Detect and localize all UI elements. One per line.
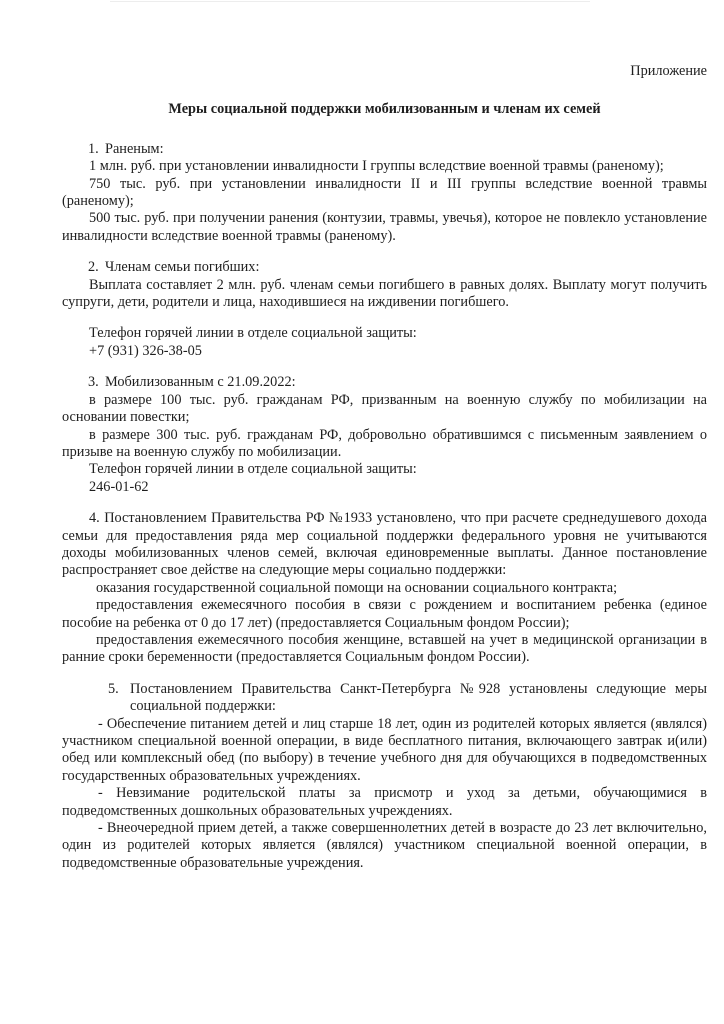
section-2-label: Членам семьи погибших:	[105, 259, 260, 276]
section-1-paragraph: 1 млн. руб. при установлении инвалидности I группы вследствие военной травмы (раненому);	[89, 158, 664, 175]
spacer	[62, 496, 707, 510]
section-1-number: 1.	[88, 140, 99, 157]
hotline-label: Телефон горячей линии в отделе социальной защиты:	[89, 325, 417, 342]
section-1-paragraph: 750 тыс. руб. при установлении инвалидности II и III группы вследствие военной травмы (раненому);	[62, 175, 707, 210]
section-4-subitem: оказания государственной социальной помощи на основании социального контракта;	[96, 579, 618, 596]
spacer	[62, 667, 707, 681]
section-3-number: 3.	[88, 374, 99, 391]
spacer	[62, 360, 707, 374]
section-4-paragraph: 4. Постановлением Правительства РФ №1933 установлено, что при расчете среднедушевого дохода семьи для предоставления ряда мер социальной поддержки федерального уровня не учитываются доходы мобилизованных членов семей, включая единовременные выплаты. Данное постановление распространяет свое действе на следующие меры социально поддержки:	[62, 510, 707, 579]
section-5-dash-item: - Невзимание родительской платы за присмотр и уход за детьми, обучающимися в подведомственных дошкольных образовательных учреждениях.	[62, 785, 707, 819]
section-5-number: 5.	[108, 680, 119, 697]
scan-artifact-line	[110, 1, 590, 2]
hotline-label: Телефон горячей линии в отделе социальной защиты:	[89, 461, 417, 478]
section-1-label: Раненым:	[105, 140, 164, 157]
section-3-paragraph: в размере 100 тыс. руб. гражданам РФ, призванным на военную службу по мобилизации на основании повестки;	[62, 391, 707, 426]
section-4-subitem: предоставления ежемесячного пособия в связи с рождением и воспитанием ребенка (единое пособие на ребенка от 0 до 17 лет) (предоставляется Социальным фондом России);	[62, 597, 707, 631]
section-5-heading	[62, 681, 707, 716]
section-3-heading	[62, 374, 707, 391]
section-2-heading	[62, 259, 707, 276]
section-1-heading	[62, 141, 707, 158]
section-3-paragraph: в размере 300 тыс. руб. гражданам РФ, добровольно обратившимся с письменным заявлением о призыве на военную службу по мобилизации.	[62, 426, 707, 460]
spacer	[62, 245, 707, 259]
section-5-dash-item: - Внеочередной прием детей, а также совершеннолетних детей в возрасте до 23 лет включительно, один из родителей которых является (являлся) участником специальной военной операции, в подведомственные образовательные учреждения.	[62, 820, 707, 871]
hotline-phone: +7 (931) 326-38-05	[89, 342, 202, 359]
annotation-label: Приложение	[630, 63, 707, 79]
section-4-subitem: предоставления ежемесячного пособия женщине, вставшей на учет в медицинской организации в ранние сроки беременности (предоставляется Социальным фондом России).	[62, 631, 707, 666]
section-5-dash-item: - Обеспечение питанием детей и лиц старше 18 лет, один из родителей которых является (являлся) участником специальной военной операции, в виде бесплатного питания, включающего завтрак и(или) обед или комплексный обед (по выбору) в течение учебного дня для обучающихся в подведомственных государственных образовательных учреждениях.	[62, 715, 707, 784]
page-title: Меры социальной поддержки мобилизованным и членам их семей	[168, 101, 601, 118]
spacer	[62, 311, 707, 325]
section-2-paragraph: Выплата составляет 2 млн. руб. членам семьи погибшего в равных долях. Выплату могут получить супруги, дети, родители и лица, находившиеся на иждивении погибшего.	[62, 276, 707, 311]
hotline-phone: 246-01-62	[89, 478, 149, 495]
section-2-number: 2.	[88, 259, 99, 276]
section-1-paragraph: 500 тыс. руб. при получении ранения (контузии, травмы, увечья), которое не повлекло установление инвалидности вследствие военной травмы (раненому).	[62, 210, 707, 244]
spacer	[62, 119, 707, 141]
section-5-label: Постановлением Правительства Санкт-Петербурга №928 установлены следующие меры социальной поддержки:	[130, 680, 707, 715]
section-3-label: Мобилизованным с 21.09.2022:	[105, 374, 296, 391]
